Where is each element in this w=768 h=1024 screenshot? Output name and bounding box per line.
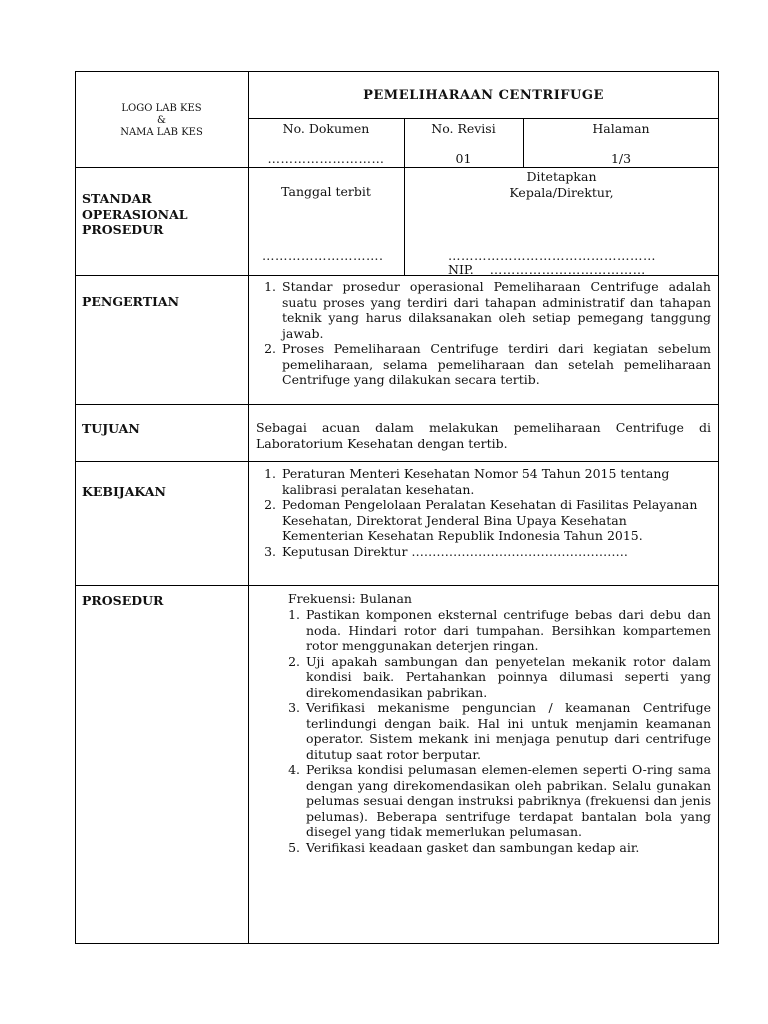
prosedur-label: PROSEDUR (82, 593, 164, 608)
logo-line-3: NAMA LAB KES (120, 127, 203, 138)
list-item: 2. Uji apakah sambungan dan penyetelan mekanik rotor dalam kondisi baik. Pertahankan poinnya dilumasi seperti yang direkomendasikan pabrikan. (304, 654, 711, 701)
list-item: 5. Verifikasi keadaan gasket dan sambungan kedap air. (304, 840, 711, 856)
divider-title (248, 118, 719, 119)
prosedur-list (280, 607, 711, 855)
no-revisi-value: 01 (455, 151, 472, 166)
tanggal-terbit-label: Tanggal terbit (281, 184, 371, 199)
divider-kebijakan (75, 585, 719, 586)
signature-line: ………………………………………… (448, 248, 656, 263)
no-dokumen-value: ……………………… (267, 151, 385, 166)
ditetapkan-label: Ditetapkan (526, 169, 597, 184)
list-item: 4. Periksa kondisi pelumasan elemen-elemen seperti O-ring sama dengan yang direkomendasikan oleh pabrikan. Selalu gunakan pelumas sesuai dengan instruksi pabriknya (frekuensi dan jenis pelumas). Beberapa sentrifuge terdapat bantalan bola yang disegel yang tidak memerlukan pelumasan. (304, 762, 711, 840)
sop-label (82, 191, 188, 238)
kebijakan-label: KEBIJAKAN (82, 484, 166, 499)
kebijakan-content (256, 466, 711, 559)
document-title: PEMELIHARAAN CENTRIFUGE (363, 88, 604, 103)
pengertian-content (256, 279, 711, 388)
list-item: 1. Standar prosedur operasional Pemeliharaan Centrifuge adalah suatu proses yang terdiri dari tahapan administratif dan tahapan teknik yang harus dilaksanakan oleh setiap pemegang tanggung jawab. (280, 279, 711, 341)
list-item: 1. Peraturan Menteri Kesehatan Nomor 54 Tahun 2015 tentang kalibrasi peralatan kesehatan. (280, 466, 711, 497)
nip-label: NIP. (448, 262, 474, 277)
no-dokumen-label: No. Dokumen (282, 121, 370, 136)
divider-pengertian (75, 404, 719, 405)
pengertian-list (256, 279, 711, 388)
divider-header (75, 167, 719, 168)
prosedur-frekuensi: Frekuensi: Bulanan (288, 591, 412, 606)
no-revisi-label: No. Revisi (431, 121, 496, 136)
halaman-label: Halaman (592, 121, 650, 136)
sop-label-line-3: PROSEDUR (82, 222, 164, 237)
kepala-direktur-label: Kepala/Direktur, (509, 185, 614, 200)
nip-value: ……………………………… (489, 262, 646, 277)
logo-placeholder (75, 102, 248, 139)
column-divider (248, 71, 249, 944)
pengertian-label: PENGERTIAN (82, 294, 179, 309)
list-item: 2. Proses Pemeliharaan Centrifuge terdiri dari kegiatan sebelum pemeliharaan, selama pemeliharaan dan setelah pemeliharaan Centrifuge yang dilakukan secara tertib. (280, 341, 711, 388)
halaman-value: 1/3 (610, 151, 632, 166)
tanggal-terbit-value: ………………………. (262, 248, 384, 263)
sop-label-line-1: STANDAR (82, 191, 152, 206)
tujuan-label: TUJUAN (82, 421, 140, 436)
list-item: 2. Pedoman Pengelolaan Peralatan Kesehatan di Fasilitas Pelayanan Kesehatan, Direktorat Jenderal Bina Upaya Kesehatan Kementerian Kesehatan Republik Indonesia Tahun 2015. (280, 497, 711, 544)
list-item: 1. Pastikan komponen eksternal centrifuge bebas dari debu dan noda. Hindari rotor dari tumpahan. Bersihkan kompartemen rotor menggunakan deterjen ringan. (304, 607, 711, 654)
sop-label-line-2: OPERASIONAL (82, 206, 188, 222)
kebijakan-list (256, 466, 711, 559)
prosedur-content (280, 607, 711, 855)
tujuan-text: Sebagai acuan dalam melakukan pemeliharaan Centrifuge di Laboratorium Kesehatan dengan tertib. (256, 420, 711, 451)
logo-line-1: LOGO LAB KES (121, 103, 202, 114)
divider-tujuan (75, 461, 719, 462)
logo-line-2: & (157, 115, 166, 126)
nip-row (448, 262, 646, 278)
list-item: 3. Verifikasi mekanisme penguncian / keamanan Centrifuge terlindungi dengan baik. Hal ini untuk menjamin keamanan operator. Sistem mekank ini menjaga penutup dari centrifuge ditutup saat rotor berputar. (304, 700, 711, 762)
list-item: 3. Keputusan Direktur ……………………………………………. (280, 544, 711, 560)
